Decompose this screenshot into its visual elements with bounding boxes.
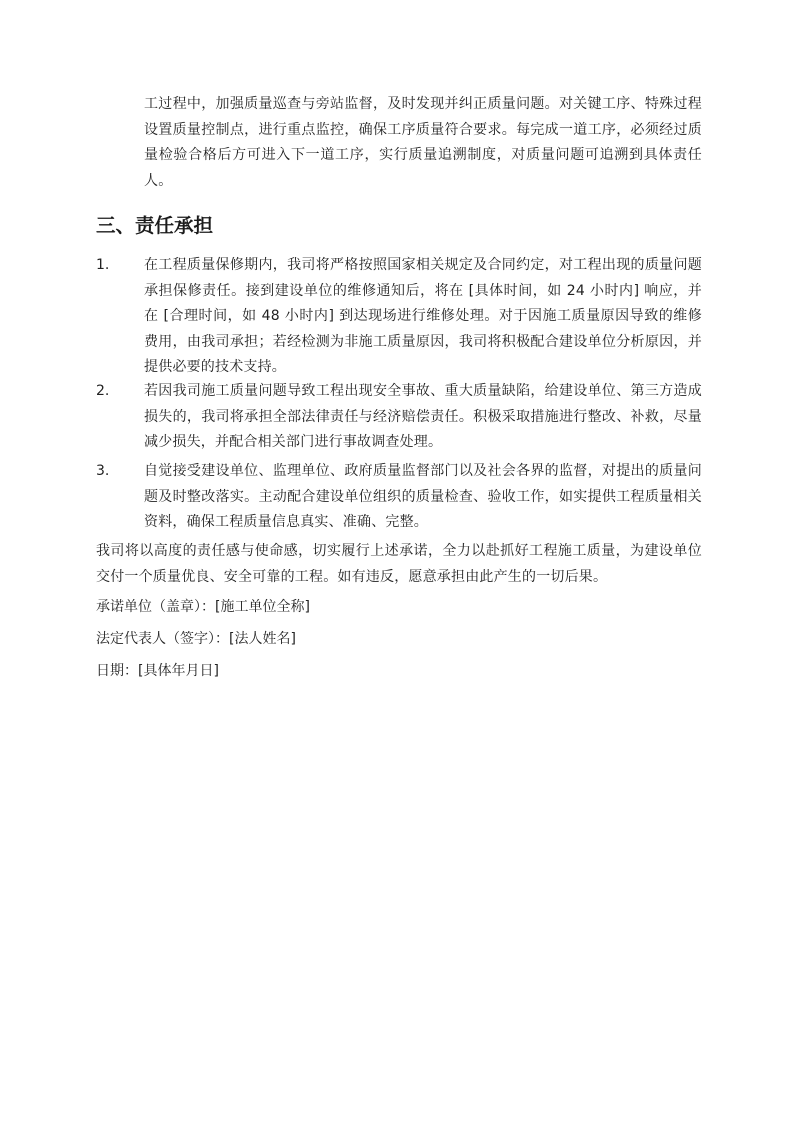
signature-representative: 法定代表人（签字）：[法人姓名]: [96, 631, 296, 647]
list-item-text: 在工程质量保修期内，我司将严格按照国家相关规定及合同约定，对工程出现的质量问题承担保修责任。接到建设单位的维修通知后，将在 [具体时间，如 24 小时内] 响应，并在 [合理时间，如 48 小时内] 到达现场进行维修处理。对于因施工质量原因导致的维修费用，由我司承担；若经检测为非施工质量原因，我司将积极配合建设单位分析原因，并提供必要的技术支持。: [144, 257, 702, 375]
signature-date: 日期：[具体年月日]: [96, 663, 219, 679]
list-item-text: 自觉接受建设单位、监理单位、政府质量监督部门以及社会各界的监督，对提出的质量问题及时整改落实。主动配合建设单位组织的质量检查、验收工作，如实提供工程质量相关资料，确保工程质量信息真实、准确、完整。: [144, 463, 702, 530]
continuation-paragraph: 工过程中，加强质量巡查与旁站监督，及时发现并纠正质量问题。对关键工序、特殊过程设置质量控制点，进行重点监控，确保工序质量符合要求。每完成一道工序，必须经过质量检验合格后方可进入下一道工序，实行质量追溯制度，对质量问题可追溯到具体责任人。: [144, 96, 702, 189]
signature-unit: 承诺单位（盖章）：[施工单位全称]: [96, 599, 310, 615]
list-item-number: 2.: [96, 383, 110, 399]
list-item-number: 3.: [96, 463, 110, 479]
list-item-text: 若因我司施工质量问题导致工程出现安全事故、重大质量缺陷，给建设单位、第三方造成损失的，我司将承担全部法律责任与经济赔偿责任。积极采取措施进行整改、补救，尽量减少损失，并配合相关部门进行事故调查处理。: [144, 383, 702, 450]
list-item-number: 1.: [96, 257, 110, 273]
closing-paragraph: 我司将以高度的责任感与使命感，切实履行上述承诺，全力以赴抓好工程施工质量，为建设单位交付一个质量优良、安全可靠的工程。如有违反，愿意承担由此产生的一切后果。: [96, 543, 702, 585]
section-heading: 三、责任承担: [96, 214, 214, 237]
